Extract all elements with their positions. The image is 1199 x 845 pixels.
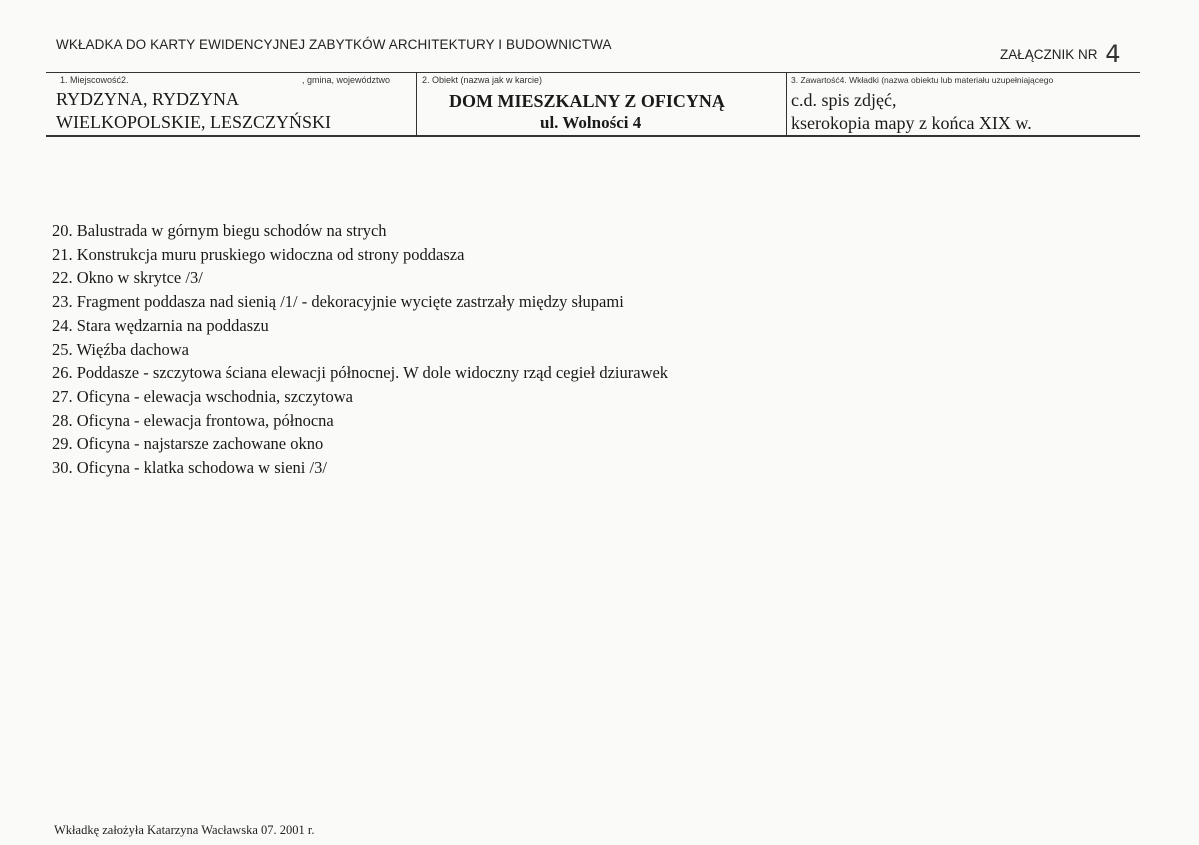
field2-line2: ul. Wolności 4 — [540, 113, 642, 132]
list-item: 28. Oficyna - elewacja frontowa, północna — [52, 410, 334, 430]
list-item: 27. Oficyna - elewacja wschodnia, szczytowa — [52, 386, 353, 406]
footer-note: Wkładkę założyła Katarzyna Wacławska 07. 2001 r. — [54, 823, 315, 837]
table-divider-2 — [786, 72, 787, 135]
list-item: 20. Balustrada w górnym biegu schodów na strych — [52, 221, 387, 240]
annex-label-text: ZAŁĄCZNIK NR — [1000, 47, 1098, 62]
table-bottom-border — [46, 135, 1140, 137]
field1-line2: WIELKOPOLSKIE, LESZCZYŃSKI — [56, 112, 331, 132]
list-item: 23. Fragment poddasza nad sienią /1/ - dekoracyjnie wycięte zastrzały między słupami — [52, 292, 624, 312]
field2-line1: DOM MIESZKALNY Z OFICYNĄ — [449, 91, 725, 111]
list-item: 21. Konstrukcja muru pruskiego widoczna od strony poddasza — [52, 244, 465, 264]
photo-list — [52, 219, 668, 480]
field3-label: 3. Zawartość4. Wkładki (nazwa obiektu lub materiału uzupełniającego — [791, 75, 1054, 85]
field3-line2: kserokopia mapy z końca XIX w. — [791, 113, 1032, 133]
field1-label: 1. Miejscowość2. — [60, 75, 129, 85]
table-top-border — [46, 72, 1140, 73]
list-item: 26. Poddasze - szczytowa ściana elewacji północnej. W dole widoczny rząd cegieł dziurawek — [52, 363, 669, 383]
list-item: 29. Oficyna - najstarsze zachowane okno — [52, 434, 324, 454]
field3-line1: c.d. spis zdjęć, — [791, 90, 897, 110]
list-item: 22. Okno w skrytce /3/ — [52, 268, 203, 288]
table-divider-1 — [416, 72, 417, 135]
annex-number: 4 — [1105, 40, 1121, 68]
document-title: WKŁADKA DO KARTY EWIDENCYJNEJ ZABYTKÓW ARCHITEKTURY I BUDOWNICTWA — [56, 37, 612, 52]
field1-line1: RYDZYNA, RYDZYNA — [56, 89, 240, 109]
list-item: 24. Stara wędzarnia na poddaszu — [52, 315, 269, 335]
list-item: 30. Oficyna - klatka schodowa w sieni /3/ — [52, 458, 327, 478]
field1-label-right: , gmina, województwo — [302, 75, 391, 85]
field2-label: 2. Obiekt (nazwa jak w karcie) — [422, 75, 543, 85]
list-item: 25. Więźba dachowa — [52, 339, 189, 359]
annex-label — [1000, 37, 1121, 68]
